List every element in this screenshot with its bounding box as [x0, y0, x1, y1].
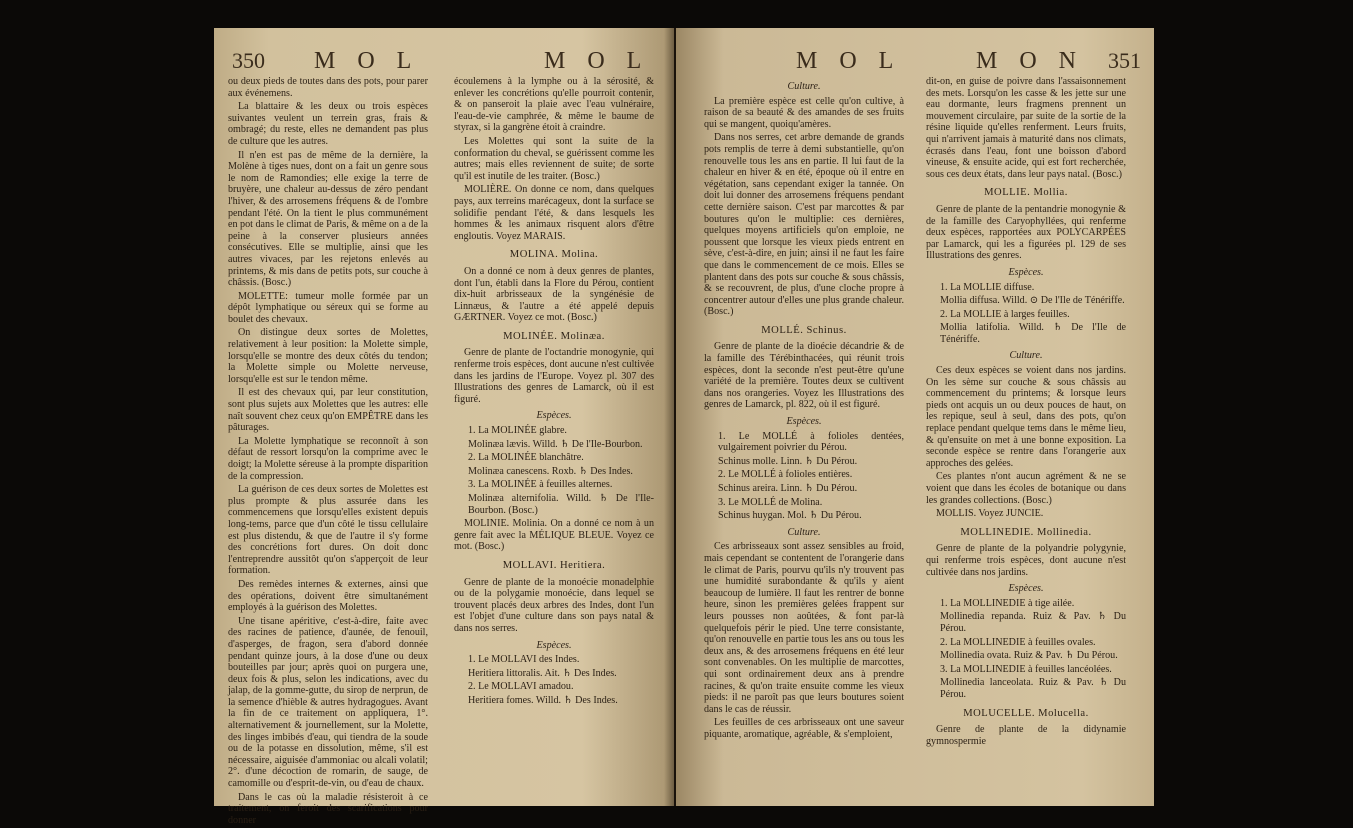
paragraph: Les Molettes qui sont la suite de la conformation du cheval, se guérissent comme les autres; mais elles reviennent de suite; de sorte qu'il est inutile de les traiter. (Bosc.) — [454, 135, 654, 182]
entry-heading: MOLLINEDIE. Mollinedia. — [960, 526, 1092, 538]
right-page — [676, 28, 1154, 806]
paragraph: Les feuilles de ces arbrisseaux ont une saveur piquante, aromatique, agréable, & s'emploient, — [704, 717, 904, 740]
paragraph: MOLIÈRE. On donne ce nom, dans quelques pays, aux terreins marécageux, dont la surface se solidifie pendant l'été, & dans lesquels les hommes & les animaux risquent alors d'être engloutis. Voyez MARAIS. — [454, 184, 654, 242]
paragraph: Ces arbrisseaux sont assez sensibles au froid, mais cependant se contentent de l'orangerie dans le climat de Paris, pourvu qu'ils n'y trouvent pas une humidité surabondante & qu'ils y aient beaucoup de lumière. Il faut les rentrer de bonne heure, sinon les premières gelées frappent sur leurs pousses non aoûtées, & font par-là quelquefois périr le pied. Une terre consistante, qu'on renouvelle en partie tous les ans ou tous les deux ans, & des arrosemens fréquens en été leur sont convenables. On les multiplie de marcottes, qui sont ordinairement deux ans à prendre racines, & qu'on traite ensuite comme les vieux pieds: il ne paroît pas que leurs boutures soient dans le cas de réussir. — [704, 541, 904, 715]
paragraph: Une tisane apéritive, c'est-à-dire, faite avec des racines de patience, d'aunée, de fenouil, d'asperges, de fragon, sera d'abord donnée pendant quinze jours, à la dose d'une ou deux bouteilles par jour; après quoi on purgera une, deux fois & plus, selon les indications, avec du jalap, de la gomme-gutte, du sirop de nerprun, de la semence d'hièble & autres hydragogues. Avant la fin de ce traitement on appliquera, 1°. alternativement & journellement, sur la Molette, des linges imbibés d'eau, qui tiendra de la soude ou de la potasse en dissolution, même, s'il est nécessaire, aiguisée d'ammoniac ou alcali volatil; 2°. d'une décoction de romarin, de sauge, de camomille ou d'esprit-de-vin, ou d'eau de chaux. — [228, 615, 428, 790]
section-label: Espèces. — [536, 410, 572, 422]
section-label: Espèces. — [1008, 583, 1044, 595]
species-line: Mollinedia repanda. Ruiz & Pav. ♄ Du Pérou. — [940, 611, 1126, 634]
species-line: Molinæa lævis. Willd. ♄ De l'Ile-Bourbon. — [468, 438, 643, 450]
paragraph: Genre de plante de la dioécie décandrie & de la famille des Térébinthacées, qui réunit trois espèces, dont la seconde n'est peut-être qu'une variété de la première. Toutes deux se cultivent dans nos orangeries. Voyez les Illustrations des genres de Lamarck, pl. 822, où il est figuré. — [704, 341, 904, 411]
paragraph: ou deux pieds de toutes dans des pots, pour parer aux événemens. — [228, 76, 428, 99]
paragraph: Ces plantes n'ont aucun agrément & ne se voient que dans les écoles de botanique ou dans les grandes collections. (Bosc.) — [926, 471, 1126, 506]
species-line: Heritiera littoralis. Ait. ♄ Des Indes. — [468, 667, 617, 679]
paragraph: Genre de plante de la monoécie monadelphie ou de la polygamie monoécie, dans lequel se trouvent placés deux arbres des Indes, dont l'un est l'objet d'une culture dans son pays natal & dans nos serres. — [454, 576, 654, 634]
paragraph: Genre de plante de l'octandrie monogynie, qui renferme trois espèces, dont aucune n'est cultivée dans les jardins de l'Europe. Voyez pl. 307 des Illustrations des genres de Lamarck, où il est figuré. — [454, 347, 654, 405]
entry-heading: MOLLÉ. Schinus. — [761, 324, 847, 336]
paragraph: On a donné ce nom à deux genres de plantes, dont l'un, établi dans la Flore du Pérou, contient dix-huit arbrisseaux de la syngénésie de Linnæus, & l'autre a été appelé depuis GÆRTNER. Voyez ce mot. (Bosc.) — [454, 265, 654, 324]
paragraph: MOLETTE: tumeur molle formée par un dépôt lymphatique ou séreux qui se forme au boulet des chevaux. — [228, 290, 428, 325]
species-line: Molinæa alternifolia. Willd. ♄ De l'Ile-Bourbon. (Bosc.) — [468, 493, 654, 516]
paragraph: La première espèce est celle qu'on cultive, à raison de sa beauté & des amandes de ses fruits qui se mangent, quoiqu'amères. — [704, 95, 904, 130]
species-line: 1. Le MOLLÉ à folioles dentées, vulgairement poivrier du Pérou. — [718, 430, 904, 454]
left-column-2 — [454, 76, 654, 709]
section-label: Espèces. — [786, 416, 822, 428]
paragraph: La Molette lymphatique se reconnoît à son défaut de ressort lorsqu'on la comprime avec le doigt; la Molette séreuse à la prompte disparition de la compression. — [228, 435, 428, 482]
species-line: 2. La MOLLINEDIE à feuilles ovales. — [940, 636, 1096, 648]
section-label: Espèces. — [1008, 266, 1044, 278]
page-number: 351 — [1108, 48, 1141, 73]
species-line: 1. La MOLLINEDIE à tige ailée. — [940, 597, 1075, 609]
paragraph: Genre de plante de la pentandrie monogynie & de la famille des Caryophyllées, qui renferme deux espèces, rapportées aux POLYCARPÉES par Lamarck, qui les a figurées pl. 129 de ses Illustrations des genres. — [926, 203, 1126, 262]
species-line: 3. La MOLINÉE à feuilles alternes. — [468, 479, 613, 491]
species-line: 2. La MOLLIE à larges feuilles. — [940, 308, 1070, 320]
right-column-2 — [926, 76, 1126, 749]
running-head: M O L — [314, 48, 420, 74]
species-line: Mollia diffusa. Willd. ⊙ De l'Ile de Ténériffe. — [940, 295, 1125, 307]
paragraph: dit-on, en guise de poivre dans l'assaisonnement des mets. Lorsqu'on les casse & les jette sur une eau dormante, leurs fragmens prennent un mouvement circulaire, par suite de la sortie de la résine liquide qu'elles renferment. Leurs fruits, qui n'arrivent jamais à maturité dans nos climats, écrasés dans l'eau, font une boisson d'abord vineuse, & ensuite acide, qui est fort recherchée, sous ces deux états, dans leur pays natal. (Bosc.) — [926, 76, 1126, 180]
paragraph: On distingue deux sortes de Molettes, relativement à leur position: la Molette simple, lorsqu'elle se montre des deux côtés du tendon; la Molette simple ou Molette nerveuse, lorsqu'elle est sur le tendon même. — [228, 327, 428, 385]
paragraph: Il n'en est pas de même de la dernière, la Molène à tiges nues, dont on a fait un genre sous le nom de Ramondies; elle exige la terre de bruyère, une chaleur au-dessus de zéro pendant l'hiver, & des arrosemens fréquens & de l'ombre pendant l'été. On la tient le plus communément en pot dans le climat de Paris, & même on a de la peine à la conserver plusieurs années consécutives. Elle se multiplie, ainsi que les autres vivaces, par les rejetons enlevés au printems, & mis dans de petits pots, sur couche à châssis. (Bosc.) — [228, 149, 428, 289]
paragraph: La blattaire & les deux ou trois espèces suivantes veulent un terrein gras, frais & ombragé; du reste, elles ne demandent pas plus de culture que les autres. — [228, 101, 428, 147]
paragraph: La guérison de ces deux sortes de Molettes est plus prompte & plus assurée dans les commencemens que lorsqu'elles existent depuis long-tems, parce que d'un côté le tissu cellulaire est plus distendu, & que de l'autre il s'y forme des concrétions fort dures. On doit donc l'entreprendre aussitôt qu'on s'apperçoit de leur formation. — [228, 484, 428, 577]
section-label: Culture. — [1009, 350, 1043, 362]
paragraph: Genre de plante de la polyandrie polygynie, qui renferme trois espèces, dont aucune n'est cultivée dans nos jardins. — [926, 543, 1126, 578]
species-line: 2. Le MOLLAVI amadou. — [468, 681, 574, 693]
species-line: Mollinedia ovata. Ruiz & Pav. ♄ Du Pérou. — [940, 650, 1118, 662]
paragraph: MOLINIE. Molinia. On a donné ce nom à un genre fait avec la MÉLIQUE BLEUE. Voyez ce mot. (Bosc.) — [454, 518, 654, 553]
species-line: 1. La MOLLIE diffuse. — [940, 281, 1035, 293]
paragraph: Il est des chevaux qui, par leur constitution, sont plus sujets aux Molettes que les autres: elle naît souvent chez ceux qu'on EMPÊTRE dans les pâturages. — [228, 387, 428, 434]
species-line: 1. Le MOLLAVI des Indes. — [468, 654, 580, 666]
paragraph: Ces deux espèces se voient dans nos jardins. On les sème sur couche & sous châssis au commencement du printems; & lorsque leurs pieds ont acquis un ou deux pouces de haut, on les repique, seul à seul, dans des pots, qu'on replace pendant quelque tems dans le même lieu, & qu'ensuite on met à une bonne exposition. La seconde espèce se rentre dans l'orangerie aux approches des gelées. — [926, 365, 1126, 469]
paragraph: MOLLIS. Voyez JUNCIE. — [936, 508, 1044, 520]
paragraph: Genre de plante de la didynamie gymnospermie — [926, 724, 1126, 747]
species-line: 2. Le MOLLÉ à folioles entières. — [718, 469, 853, 481]
entry-heading: MOLLAVI. Heritiera. — [502, 559, 606, 571]
running-head: M O N — [976, 48, 1085, 74]
species-line: 1. La MOLINÉE glabre. — [468, 425, 567, 437]
species-line: 2. La MOLINÉE blanchâtre. — [468, 452, 584, 464]
entry-heading: MOLINÉE. Molinæa. — [503, 330, 605, 342]
species-line: Schinus areira. Linn. ♄ Du Pérou. — [718, 483, 858, 494]
paragraph: Des remèdes internes & externes, ainsi que des opérations, doivent être simultanément employés à la guérison des Molettes. — [228, 578, 428, 614]
species-line: Molinæa canescens. Roxb. ♄ Des Indes. — [468, 465, 633, 477]
left-column-1 — [228, 76, 428, 828]
entry-heading: MOLUCELLE. Molucella. — [963, 707, 1089, 719]
page-number: 350 — [232, 48, 265, 73]
left-page — [214, 28, 674, 826]
entry-heading: MOLINA. Molina. — [509, 249, 599, 261]
species-line: 3. Le MOLLÉ de Molina. — [718, 496, 823, 508]
species-line: Heritiera fomes. Willd. ♄ Des Indes. — [468, 694, 618, 706]
running-head: M O L — [796, 48, 902, 74]
species-line: 3. La MOLLINEDIE à feuilles lancéolées. — [940, 663, 1112, 675]
species-line: Schinus molle. Linn. ♄ Du Pérou. — [718, 455, 858, 467]
section-label: Espèces. — [536, 639, 572, 651]
species-line: Mollinedia lanceolata. Ruiz & Pav. ♄ Du Pérou. — [940, 677, 1126, 700]
species-line: Mollia latifolia. Willd. ♄ De l'Ile de Ténériffe. — [940, 322, 1126, 345]
section-label: Culture. — [787, 81, 821, 92]
species-line: Schinus huygan. Mol. ♄ Du Pérou. — [718, 510, 862, 522]
right-column-1 — [704, 76, 904, 742]
paragraph: Dans le cas où la maladie résisteroit à ce traitement, on feroit des scarifications pour donner — [228, 791, 428, 826]
paragraph: Dans nos serres, cet arbre demande de grands pots remplis de terre à demi substantielle, qu'on renouvelle tous les ans en partie. Il lui faut de la chaleur en hiver & en été, époque où il entre en végétation, sans cependant exiger la tannée. On doit lui donner des arrosemens fréquens pendant cette dernière saison. C'est par marcottes & par boutures qu'on le multiplie: ces dernières, quelques moyens artificiels qu'on emploie, ne poussent que lorsque les vieux pieds entrent en sève, c'est-à-dire, en juin; ainsi il ne faut les faire que dans le commencement de ce mois. Elles se plantent dans des pots sur couche & sous châssis, & se recouvrent, de plus, d'une cloche propre à concentrer autour d'elles une plus grande chaleur. (Bosc.) — [704, 132, 904, 318]
section-label: Culture. — [787, 526, 821, 538]
running-head: M O L — [544, 48, 650, 74]
paragraph: écoulemens à la lymphe ou à la sérosité, & enlever les concrétions qu'elle pourroit contenir, & on panseroit la plaie avec l'eau vulnéraire, l'eau-de-vie camphrée, & même le baume de styrax, si la gangrène étoit à craindre. — [454, 76, 654, 134]
entry-heading: MOLLIE. Mollia. — [984, 187, 1068, 199]
